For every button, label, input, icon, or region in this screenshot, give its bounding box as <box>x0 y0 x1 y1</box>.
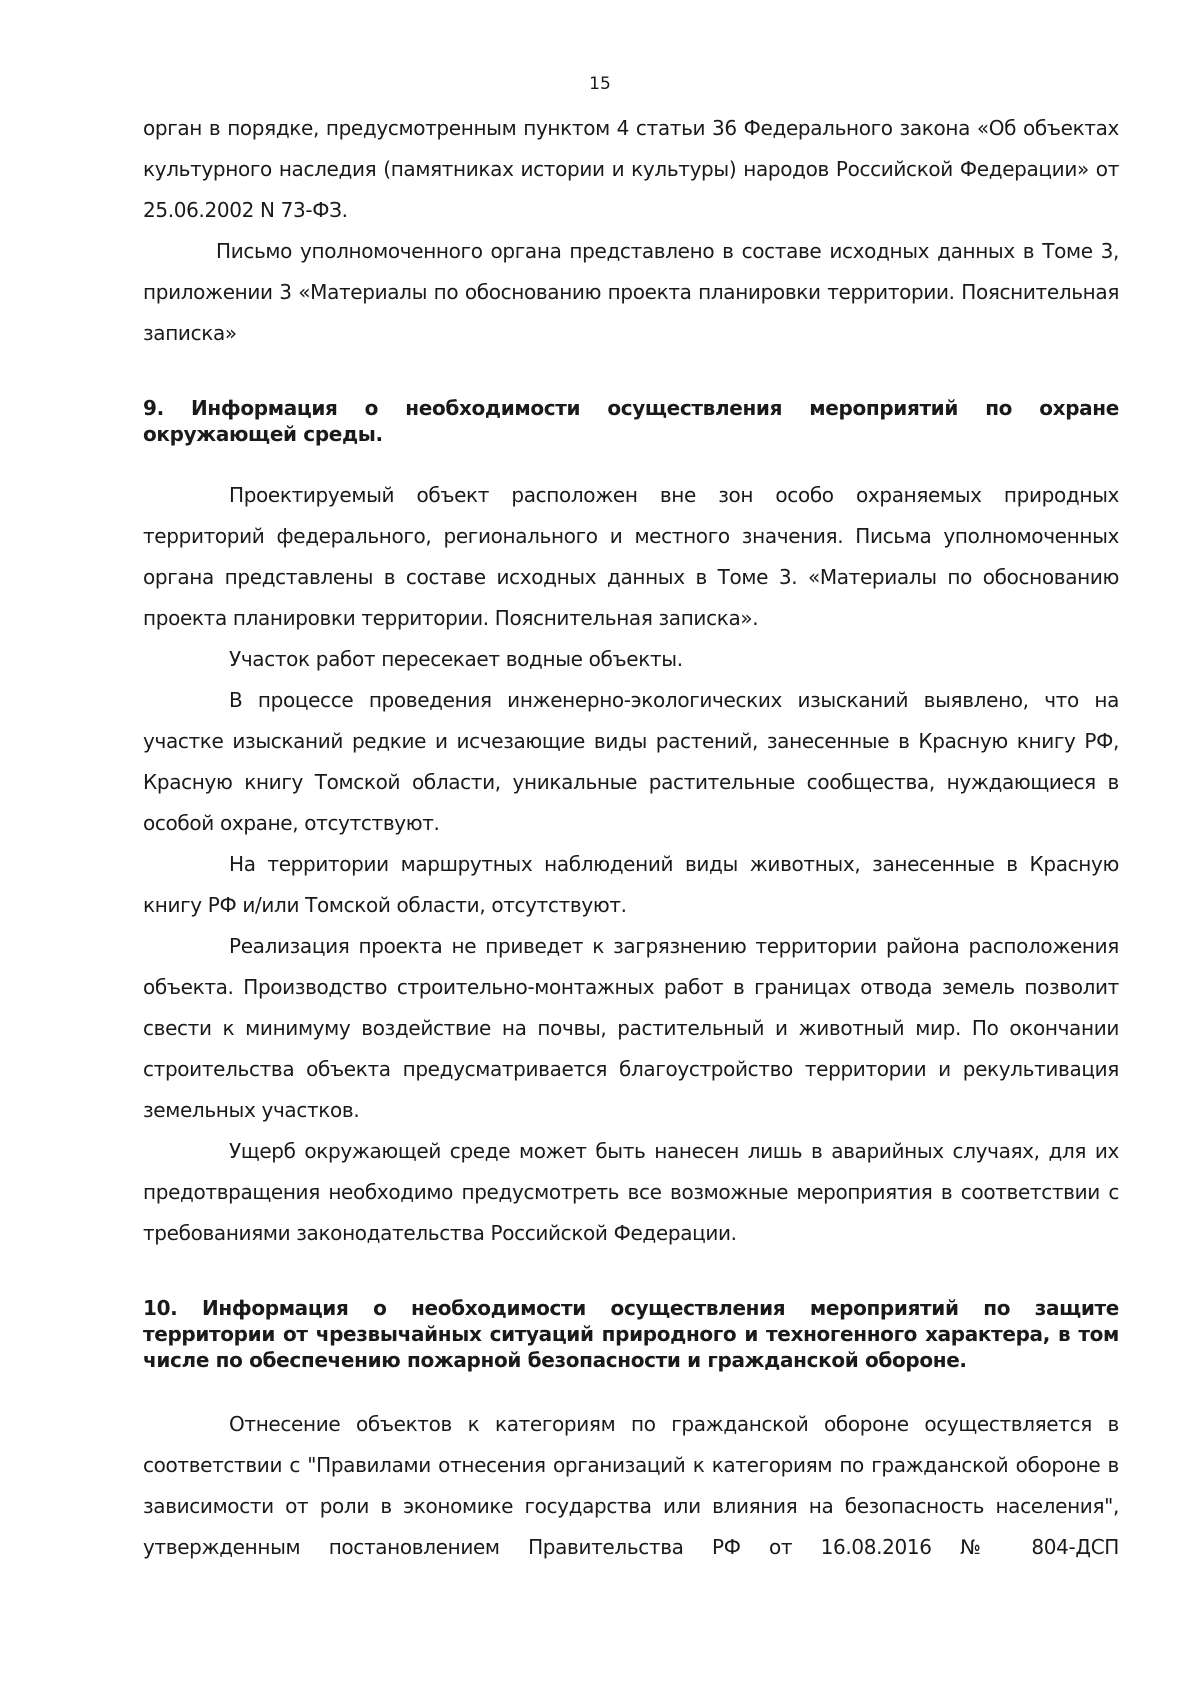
section-9-paragraph: На территории маршрутных наблюдений виды животных, занесенные в Красную книгу РФ и/или Томской области, отсутствуют. <box>143 852 1119 917</box>
paragraph-letter-reference: Письмо уполномоченного органа представлено в составе исходных данных в Томе 3, приложении 3 «Материалы по обоснованию проекта планировки территории. Пояснительная записка» <box>143 239 1119 345</box>
section-9-heading: 9. Информация о необходимости осуществления мероприятий по охране окружающей среды. <box>143 396 1119 446</box>
section-10-heading: 10. Информация о необходимости осуществления мероприятий по защите территории от чрезвычайных ситуаций природного и техногенного характера, в том числе по обеспечению пожарной безопасности и гражданской обороне. <box>143 1296 1119 1372</box>
section-9-paragraph: Участок работ пересекает водные объекты. <box>229 647 683 671</box>
section-10-paragraph: Отнесение объектов к категориям по гражданской обороне осуществляется в соответствии с "Правилами отнесения организаций к категориям по гражданской обороне в зависимости от роли в экономике государства или влияния на безопасность населения", утвержденным постановлением Правительства РФ от 16.08.2016 № 804-ДСП <box>143 1412 1119 1559</box>
section-9-paragraph: Ущерб окружающей среде может быть нанесен лишь в аварийных случаях, для их предотвращения необходимо предусмотреть все возможные мероприятия в соответствии с требованиями законодательства Российской Федерации. <box>143 1139 1119 1245</box>
page-number: 15 <box>589 74 611 94</box>
section-9-paragraph: В процессе проведения инженерно-экологических изысканий выявлено, что на участке изысканий редкие и исчезающие виды растений, занесенные в Красную книгу РФ, Красную книгу Томской области, уникальные растительные сообщества, нуждающиеся в особой охране, отсутствуют. <box>143 688 1119 835</box>
section-9-paragraph: Проектируемый объект расположен вне зон особо охраняемых природных территорий федерального, регионального и местного значения. Письма уполномоченных органа представлены в составе исходных данных в Томе 3. «Материалы по обоснованию проекта планировки территории. Пояснительная записка». <box>143 483 1119 630</box>
paragraph-continuation: орган в порядке, предусмотренным пунктом 4 статьи 36 Федерального закона «Об объектах культурного наследия (памятниках истории и культуры) народов Российской Федерации» от 25.06.2002 N 73-ФЗ. <box>143 116 1119 222</box>
section-9-paragraph: Реализация проекта не приведет к загрязнению территории района расположения объекта. Производство строительно-монтажных работ в границах отвода земель позволит свести к минимуму воздействие на почвы, растительный и животный мир. По окончании строительства объекта предусматривается благоустройство территории и рекультивация земельных участков. <box>143 934 1119 1122</box>
page-content <box>143 108 1119 1568</box>
